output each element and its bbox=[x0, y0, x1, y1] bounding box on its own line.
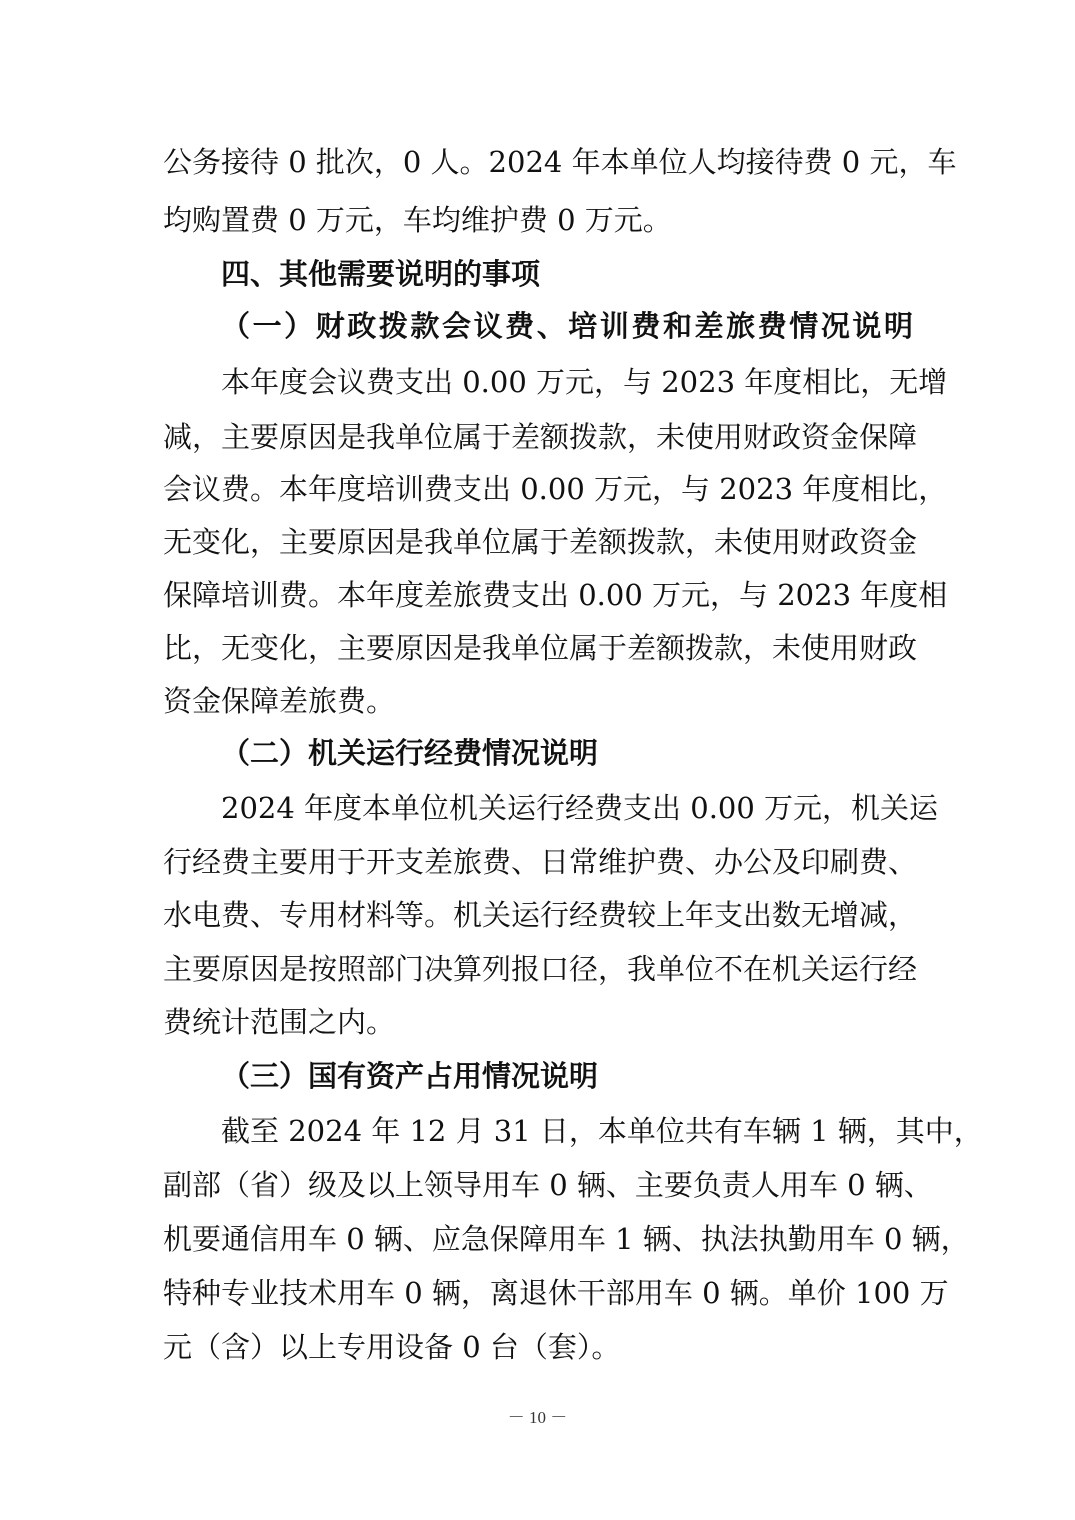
subsection-heading: （二）机关运行经费情况说明 bbox=[221, 736, 599, 770]
paragraph-line: 费统计范围之内。 bbox=[163, 1005, 396, 1039]
subsection-heading: （一）财政拨款会议费、培训费和差旅费情况说明 bbox=[221, 309, 913, 343]
paragraph-line: 资金保障差旅费。 bbox=[163, 684, 396, 718]
paragraph-line: 机要通信用车 0 辆、应急保障用车 1 辆、执法执勤用车 0 辆， bbox=[163, 1222, 970, 1256]
paragraph-line: 减，主要原因是我单位属于差额拨款，未使用财政资金保障 bbox=[163, 420, 918, 454]
subsection-heading: （三）国有资产占用情况说明 bbox=[221, 1059, 599, 1093]
paragraph-line: 公务接待 0 批次，0 人。2024 年本单位人均接待费 0 元，车 bbox=[163, 145, 957, 179]
paragraph-line: 副部（省）级及以上领导用车 0 辆、主要负责人用车 0 辆、 bbox=[163, 1168, 933, 1202]
paragraph-line: 本年度会议费支出 0.00 万元，与 2023 年度相比，无增 bbox=[221, 365, 948, 399]
paragraph-line: 无变化，主要原因是我单位属于差额拨款，未使用财政资金 bbox=[163, 525, 918, 559]
paragraph-line: 主要原因是按照部门决算列报口径，我单位不在机关运行经 bbox=[163, 952, 918, 986]
section-heading: 四、其他需要说明的事项 bbox=[221, 257, 541, 291]
paragraph-line: 截至 2024 年 12 月 31 日，本单位共有车辆 1 辆，其中， bbox=[221, 1114, 983, 1148]
paragraph-line: 均购置费 0 万元，车均维护费 0 万元。 bbox=[163, 203, 672, 237]
paragraph-line: 会议费。本年度培训费支出 0.00 万元，与 2023 年度相比， bbox=[163, 472, 948, 506]
paragraph-line: 水电费、专用材料等。机关运行经费较上年支出数无增减， bbox=[163, 898, 918, 932]
paragraph-line: 元（含）以上专用设备 0 台（套）。 bbox=[163, 1330, 621, 1364]
paragraph-line: 保障培训费。本年度差旅费支出 0.00 万元，与 2023 年度相 bbox=[163, 578, 948, 612]
paragraph-line: 2024 年度本单位机关运行经费支出 0.00 万元，机关运 bbox=[221, 791, 939, 825]
paragraph-line: 比，无变化，主要原因是我单位属于差额拨款，未使用财政 bbox=[163, 631, 918, 665]
page-number: － 10 － bbox=[507, 1408, 568, 1427]
paragraph-line: 行经费主要用于开支差旅费、日常维护费、办公及印刷费、 bbox=[163, 845, 918, 879]
paragraph-line: 特种专业技术用车 0 辆，离退休干部用车 0 辆。单价 100 万 bbox=[163, 1276, 949, 1310]
